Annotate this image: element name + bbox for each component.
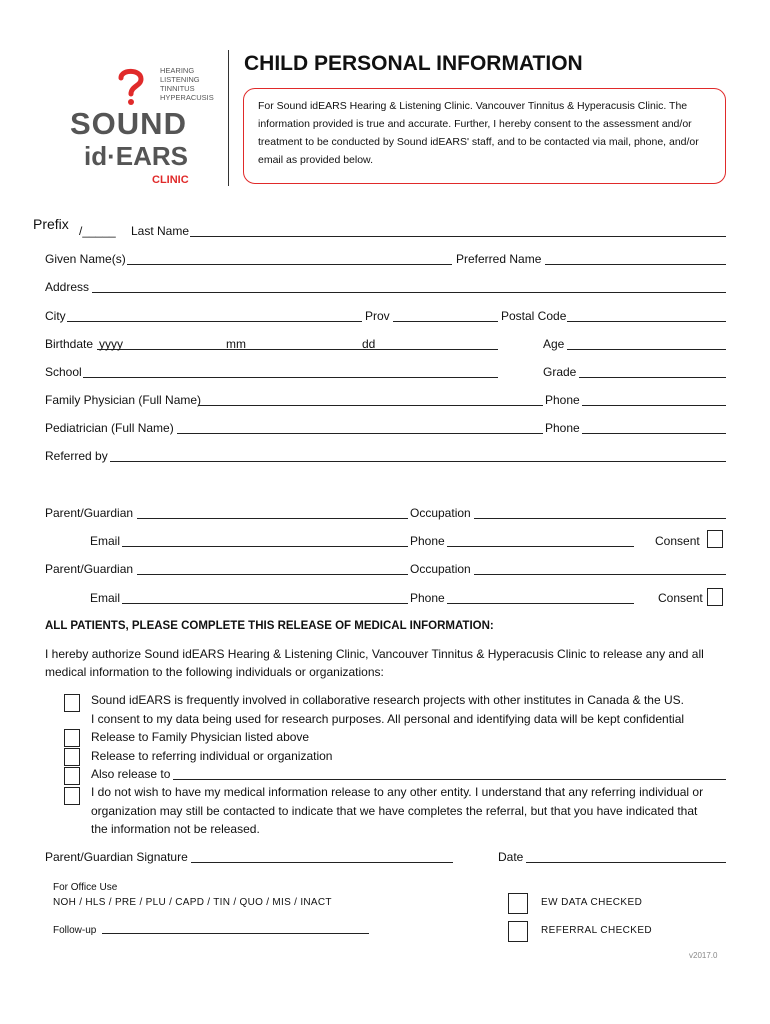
logo-name-sound: SOUND — [70, 106, 187, 141]
family-physician-phone-label: Phone — [545, 393, 580, 407]
guardian2-consent-label: Consent — [658, 591, 703, 605]
given-names-label: Given Name(s) — [45, 252, 126, 266]
grade-label: Grade — [543, 365, 577, 379]
guardian2-consent-checkbox[interactable] — [707, 588, 723, 606]
ear-icon — [116, 66, 146, 106]
logo-tagline: TINNITUS — [160, 84, 195, 93]
ew-data-checkbox[interactable] — [508, 893, 528, 914]
prov-field[interactable] — [393, 321, 498, 322]
address-field[interactable] — [92, 292, 726, 293]
release-family-physician-checkbox[interactable] — [64, 729, 80, 747]
birthdate-label: Birthdate — [45, 337, 94, 351]
also-release-checkbox[interactable] — [64, 767, 80, 785]
intro-box — [243, 88, 726, 184]
family-physician-field[interactable] — [198, 405, 543, 406]
release-authorize-line2: medical information to the following individuals or organizations: — [45, 665, 384, 679]
guardian1-email-label: Email — [90, 534, 121, 548]
guardian1-label: Parent/Guardian — [45, 506, 134, 520]
logo-tagline: LISTENING — [160, 75, 200, 84]
age-label: Age — [543, 337, 565, 351]
page-title: CHILD PERSONAL INFORMATION — [244, 52, 583, 75]
given-names-field[interactable] — [127, 264, 452, 265]
guardian2-phone-field[interactable] — [447, 603, 634, 604]
release-referring-checkbox[interactable] — [64, 748, 80, 766]
signature-date-field[interactable] — [526, 862, 726, 863]
research-consent-text-1: Sound idEARS is frequently involved in collaborative research projects with other institutes in Canada & the US. — [91, 693, 684, 707]
signature-label: Parent/Guardian Signature — [45, 850, 188, 864]
prov-label: Prov — [365, 309, 390, 323]
no-release-text-3: the information not be released. — [91, 822, 260, 836]
guardian1-phone-field[interactable] — [447, 546, 634, 547]
family-physician-phone-field[interactable] — [582, 405, 726, 406]
follow-up-field[interactable] — [102, 933, 369, 934]
guardian1-consent-checkbox[interactable] — [707, 530, 723, 548]
last-name-label: Last Name — [131, 224, 190, 238]
signature-field[interactable] — [191, 862, 453, 863]
guardian1-field[interactable] — [137, 518, 408, 519]
release-heading: ALL PATIENTS, PLEASE COMPLETE THIS RELEASE OF MEDICAL INFORMATION: — [45, 620, 494, 632]
version-label: v2017.0 — [689, 951, 718, 960]
age-field[interactable] — [567, 349, 726, 350]
postal-code-label: Postal Code — [501, 309, 567, 323]
referral-checked-label: REFERRAL CHECKED — [541, 925, 653, 936]
no-release-text-2: organization may still be contacted to indicate that we have completes the referral, but that you have indicated that — [91, 804, 698, 818]
guardian2-field[interactable] — [137, 574, 408, 575]
postal-code-field[interactable] — [567, 321, 726, 322]
school-field[interactable] — [83, 377, 498, 378]
birthdate-dd: dd — [362, 337, 376, 351]
header-divider — [228, 50, 229, 186]
grade-field[interactable] — [579, 377, 726, 378]
school-label: School — [45, 365, 82, 379]
birthdate-yyyy: yyyy — [99, 337, 123, 351]
guardian2-email-field[interactable] — [122, 603, 408, 604]
guardian1-consent-label: Consent — [655, 534, 700, 548]
follow-up-label: Follow-up — [53, 925, 97, 936]
logo-name-idears: id·EARS — [84, 141, 188, 171]
address-label: Address — [45, 280, 90, 294]
office-use-codes: NOH / HLS / PRE / PLU / CAPD / TIN / QUO / MIS / INACT — [53, 897, 332, 908]
referred-by-field[interactable] — [110, 461, 726, 462]
clinic-logo — [70, 62, 220, 192]
intro-text: For Sound idEARS Hearing & Listening Clinic. Vancouver Tinnitus & Hyperacusis Clinic. The information provided is true and accurate. Further, I hereby consent to the assessment and/or treatment to be conducted by Sound idEARS' staff, and to be contacted via mail, phone, and/or email as provided below. — [258, 100, 699, 166]
family-physician-label: Family Physician (Full Name) — [45, 393, 202, 407]
prefix-label: Prefix — [33, 216, 69, 232]
preferred-name-field[interactable] — [545, 264, 726, 265]
guardian1-phone-label: Phone — [410, 534, 445, 548]
research-consent-checkbox[interactable] — [64, 694, 80, 712]
city-label: City — [45, 309, 66, 323]
pediatrician-field[interactable] — [177, 433, 543, 434]
logo-tagline: HYPERACUSIS — [160, 93, 214, 102]
pediatrician-label: Pediatrician (Full Name) — [45, 421, 174, 435]
office-use-heading: For Office Use — [53, 882, 118, 893]
birthdate-mm: mm — [226, 337, 246, 351]
guardian2-occupation-field[interactable] — [474, 574, 726, 575]
guardian2-phone-label: Phone — [410, 591, 445, 605]
also-release-field[interactable] — [173, 779, 726, 780]
guardian2-label: Parent/Guardian — [45, 562, 134, 576]
guardian1-email-field[interactable] — [122, 546, 408, 547]
prefix-tail: /_____ — [79, 224, 116, 238]
logo-name-clinic: CLINIC — [152, 174, 189, 186]
preferred-name-label: Preferred Name — [456, 252, 542, 266]
release-family-physician-text: Release to Family Physician listed above — [91, 730, 310, 744]
birthdate-field[interactable] — [97, 349, 498, 350]
ew-data-label: EW DATA CHECKED — [541, 897, 643, 908]
city-field[interactable] — [67, 321, 362, 322]
referred-by-label: Referred by — [45, 449, 108, 463]
also-release-label: Also release to — [91, 767, 171, 781]
logo-tagline: HEARING — [160, 66, 195, 75]
research-consent-text-2: I consent to my data being used for research purposes. All personal and identifying data will be kept confidential — [91, 712, 685, 726]
guardian1-occupation-label: Occupation — [410, 506, 471, 520]
no-release-checkbox[interactable] — [64, 787, 80, 805]
pediatrician-phone-label: Phone — [545, 421, 580, 435]
guardian1-occupation-field[interactable] — [474, 518, 726, 519]
pediatrician-phone-field[interactable] — [582, 433, 726, 434]
referral-checked-checkbox[interactable] — [508, 921, 528, 942]
release-referring-text: Release to referring individual or organization — [91, 749, 333, 763]
last-name-field[interactable] — [190, 236, 726, 237]
no-release-text-1: I do not wish to have my medical information release to any other entity. I understand that any referring individual or — [91, 785, 704, 799]
release-authorize-line1: I hereby authorize Sound idEARS Hearing & Listening Clinic, Vancouver Tinnitus & Hyperacusis Clinic to release any and all — [45, 647, 704, 661]
guardian2-email-label: Email — [90, 591, 121, 605]
guardian2-occupation-label: Occupation — [410, 562, 471, 576]
signature-date-label: Date — [498, 850, 524, 864]
